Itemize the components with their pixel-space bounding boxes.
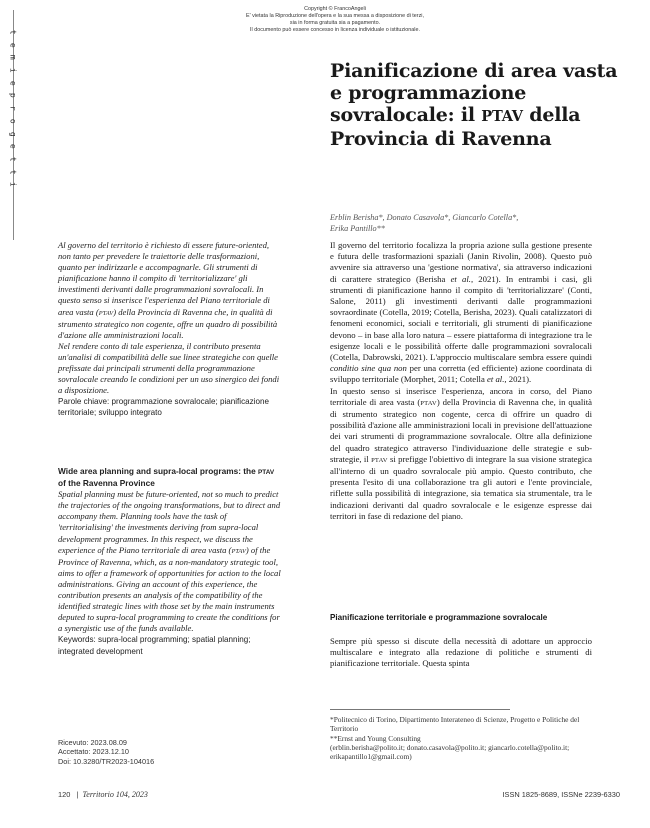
- body-paragraph-2: [330, 386, 592, 522]
- title-acronym: PTAV: [481, 108, 523, 125]
- abstract-en-body-a: Spatial planning must be future-oriented, not so much to predict the trajectories of the ongoing transformations, but to direct and accompany them. Planning tools have the task of 'territorialising' the investments deriving from supra-local development programmes. In this respect, we discuss the experience of the Piano territoriale di area vasta (: [58, 489, 281, 555]
- footnote-affiliation-2: **Ernst and Young Consulting: [330, 733, 421, 743]
- body-latin-phrase: conditio sine qua non: [330, 363, 407, 374]
- body-text: ) della Provincia di Ravenna che, in qualità di strumento strategico non cogente, cerca di offrire un quadro di possibilità d'azione alle amministrazioni locali in previsione dell'attuazione dei vari strumenti di programmazione sovralocale. Oltre alla definizione del quadro strategico attraverso l'individuazione delle strategie e sub-strategie, il: [330, 396, 592, 464]
- body-text: si prefigge l'obiettivo di integrare la sua visione strategica all'interno di un quadro sovralocale più ampio. Questo contributo, che presenta l'esito di una collaborazione tra gli autori e l'ente provinciale, riflette sulla possibilità di integrazione, sia tematica sia strumentale, tra le indicazioni derivanti dal quadro sovralocale e le esigenze espresse dai territori in fase di redazione del piano.: [330, 453, 592, 521]
- body-text: , 2021). In entrambi i casi, gli strumenti di pianificazione hanno il compito di 'territorializzare' (Conti, Salone, 2011) gli investimenti derivanti dalle programmazioni sovraordinate (Cotella, 2019; Cotella, Berisha, 2023). Quali catalizzatori di fenomeni economici, sociali e territoriali, gli strumenti di pianificazione devono – in base alla loro natura – essere piattaforma di integrazione tra le esigenze locali e le possibilità offerte dalle programmazioni sovralocali (Cotella, Dabrowski, 2021). L'approccio multiscalare sembra essere quindi: [330, 273, 592, 363]
- side-letter: i: [8, 67, 18, 73]
- abstract-it-acronym: PTAV: [98, 309, 114, 317]
- abstract-en-heading-a: Wide area planning and supra-local programs: the: [58, 466, 259, 476]
- journal-name: Territorio 104, 2023: [82, 790, 148, 799]
- body-text: Il governo del territorio focalizza la propria azione sulla gestione presente e futura delle trasformazioni spaziali (Janin Rivolin, 2008). Questo può avvenire sia attraverso una 'gestione normativa', sia attraverso indicazioni di carattere strategico (Berisha: [330, 240, 592, 284]
- abstract-it-paragraph-2: Nel rendere conto di tale esperienza, il contributo presenta un'analisi di compatibilità delle sue linee strategiche con quelle prefissate dai principali strumenti della programmazione sovralocale creando le condizioni per un uso sinergico dei fondi a disposizione.: [58, 340, 280, 396]
- abstract-it-text-b: ) della Provincia di Ravenna che, in qualità di strumento strategico non cogente, offre un quadro di possibilità d'azione alle amministrazioni locali.: [58, 306, 278, 340]
- authors: [330, 212, 610, 234]
- side-letter: t: [8, 156, 18, 162]
- issn: ISSN 1825-8689, ISSNe 2239-6330: [502, 790, 620, 799]
- side-letter: e: [8, 144, 18, 149]
- copyright-line-3: sia in forma gratuita sia a pagamento.: [289, 20, 381, 26]
- body-text: In questo senso si inserisce l'esperienza, ancora in corso, del Piano territoriale di area vasta (: [330, 385, 592, 407]
- copyright-line-2: E' vietata la Riproduzione dell'opera e la sua messa a disposizione di terzi,: [246, 13, 424, 19]
- abstract-en-body: [58, 489, 283, 634]
- side-letter: g: [8, 131, 18, 137]
- body-text: , 2021).: [504, 374, 532, 385]
- received-date: Ricevuto: 2023.08.09: [58, 738, 127, 747]
- section-heading: Pianificazione territoriale e programmazione sovralocale: [330, 613, 548, 622]
- body-et-al: et al.: [450, 273, 471, 284]
- footnote-emails: (erblin.berisha@polito.it; donato.casavola@polito.it; giancarlo.cotella@polito.it; erikapantillo1@gmail.com): [330, 742, 570, 762]
- authors-line-2: Erika Pantillo**: [330, 224, 385, 233]
- doi: Doi: 10.3280/TR2023-104016: [58, 756, 155, 766]
- side-letter: t: [8, 169, 18, 175]
- main-body-text: [330, 240, 592, 522]
- side-letter: e: [8, 80, 18, 86]
- copyright-line-1: Copyright © FrancoAngeli: [304, 6, 366, 12]
- footnote-rule: [330, 709, 510, 710]
- side-letter: e: [8, 42, 18, 48]
- body-paragraph-1: [330, 240, 592, 386]
- copyright-notice: [170, 6, 500, 34]
- abstract-en-body-acronym: PTAV: [231, 547, 246, 555]
- section-body-text: Sempre più spesso si discute della necessità di adottare un approccio multiscalare e integrato alla redazione di politiche e strumenti di pianificazione territoriale. Questa spinta: [330, 636, 592, 669]
- footnotes: [330, 715, 600, 761]
- body-text: per una corretta (ed efficiente) azione coordinata di sviluppo territoriale (Morphet, 2011; Cotella: [330, 363, 592, 385]
- footnote-affiliation-1: *Politecnico di Torino, Dipartimento Interateneo di Scienze, Progetto e Politiche del Territorio: [330, 715, 580, 734]
- abstract-en-heading-b: of the Ravenna Province: [58, 478, 155, 489]
- article-title: [330, 60, 620, 150]
- body-acronym: PTAV: [420, 399, 437, 407]
- title-part-2: della Provincia di Ravenna: [330, 104, 581, 150]
- footer-left: [58, 790, 148, 799]
- body-et-al: et al.: [487, 374, 505, 385]
- authors-line-1: Erblin Berisha*, Donato Casavola*, Giancarlo Cotella*,: [330, 213, 519, 222]
- keywords-english: Keywords: supra-local programming; spatial planning; integrated development: [58, 635, 251, 656]
- title-part-1: Pianificazione di area vasta e programmazione sovralocale: il: [330, 60, 618, 126]
- side-letter: p: [8, 93, 18, 99]
- side-section-label: [6, 26, 18, 191]
- side-letter: i: [8, 182, 18, 187]
- copyright-line-4: Il documento può essere concesso in licenza individuale o istituzionale.: [250, 27, 420, 33]
- side-letter: o: [8, 118, 18, 124]
- side-letter: m: [8, 55, 18, 61]
- abstract-en-body-b: ) of the Province of Ravenna, which, as a non-mandatory strategic tool, aims to offer a framework of opportunities for action to the local administrations. Giving an account of this experience, the contribution presents an analysis of the compatibility of the identified strategic lines with those set by the main instruments deputed to supra-local programming to create the conditions for a synergistic use of the funds available.: [58, 544, 281, 634]
- footer-separator: |: [76, 790, 79, 799]
- side-letter: r: [8, 106, 18, 111]
- abstract-en-heading-acronym: PTAV: [258, 469, 275, 476]
- body-acronym: PTAV: [371, 456, 388, 464]
- submission-info: [58, 738, 208, 766]
- side-letter: t: [8, 29, 18, 35]
- page-number: 120: [58, 790, 71, 799]
- abstract-it-paragraph-1: [58, 240, 283, 341]
- accepted-date: Accettato: 2023.12.10: [58, 747, 129, 757]
- abstract-english: [58, 466, 283, 657]
- abstract-italian: [58, 240, 283, 419]
- abstract-en-heading: [58, 466, 283, 489]
- abstract-it-text-a: Al governo del territorio è richiesto di essere future-oriented, non tanto per prevedere le traiettorie delle trasformazioni, quanto per indirizzarle e accompagnarle. Gli strumenti di pianificazione hanno il compito di 'territorializzare' gli investimenti derivanti dalle programmazioni sovralocali. In questo senso si inserisce l'esperienza del Piano territoriale di area vasta (: [58, 240, 270, 317]
- keywords-italian: Parole chiave: programmazione sovralocale; pianificazione territoriale; sviluppo integrato: [58, 397, 269, 418]
